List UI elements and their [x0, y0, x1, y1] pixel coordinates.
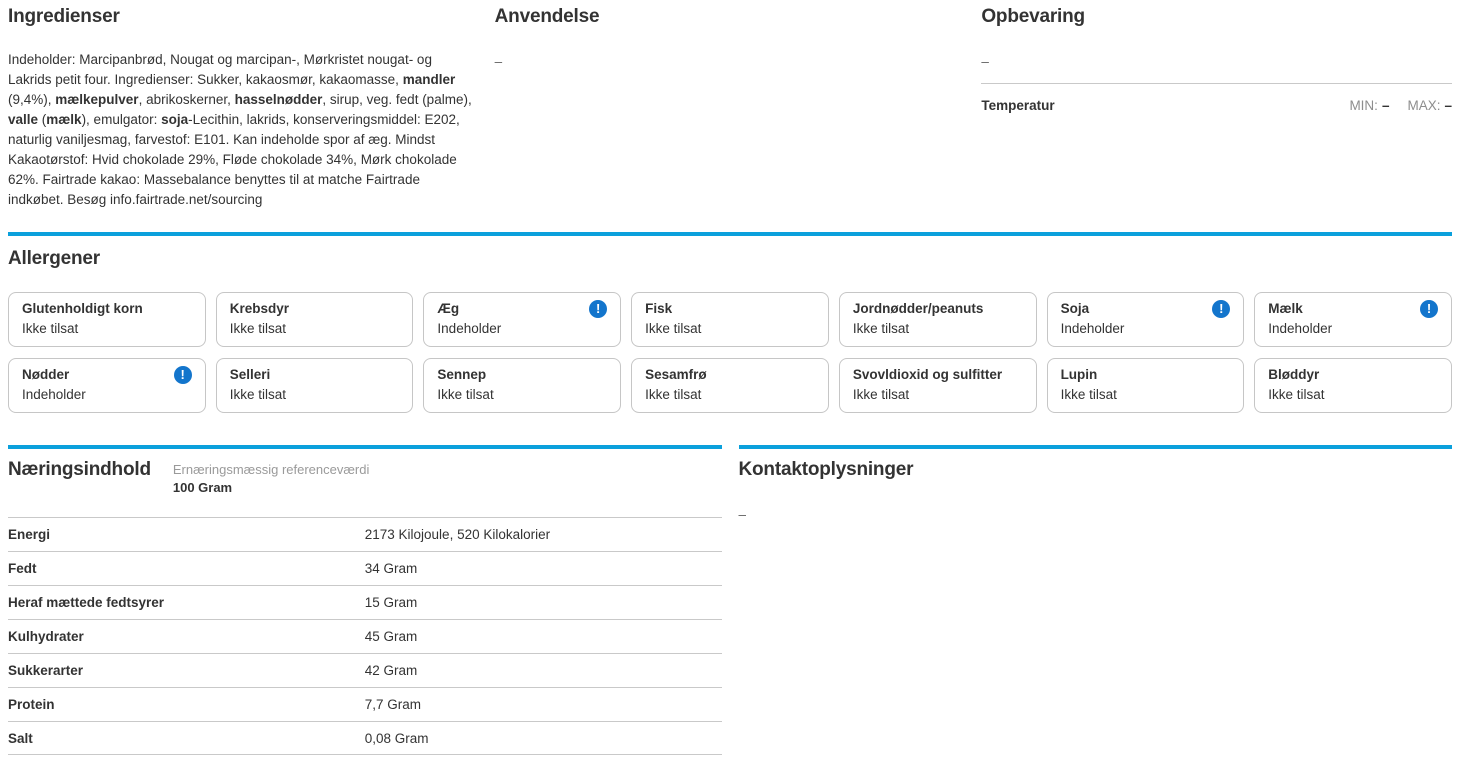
- nutrient-label: Kulhydrater: [8, 629, 84, 644]
- allergen-name: Æg: [437, 301, 460, 316]
- warning-icon: !: [1212, 300, 1230, 318]
- nutrition-reference-label: Ernæringsmæssig referenceværdi: [172, 462, 370, 477]
- allergens-title: Allergener: [8, 248, 100, 269]
- allergen-name: Mælk: [1268, 301, 1303, 316]
- nutrition-row: [8, 517, 722, 551]
- nutrition-row: [8, 653, 722, 687]
- top-section: [8, 6, 1452, 210]
- temperature-minmax: [1349, 97, 1452, 115]
- allergen-name: Krebsdyr: [229, 301, 289, 316]
- allergen-card-top: [645, 299, 815, 319]
- allergen-name: Fisk: [645, 301, 673, 316]
- allergen-name: Nødder: [22, 367, 70, 382]
- allergen-card-top: [1061, 365, 1231, 385]
- allergen-status: Indeholder: [437, 321, 502, 336]
- bottom-section: [8, 445, 1452, 755]
- allergen-card: [631, 292, 829, 347]
- nutrient-value: 34 Gram: [364, 561, 418, 576]
- allergen-card: [216, 358, 414, 413]
- contact-empty-value: –: [738, 507, 747, 522]
- allergen-card: [8, 358, 206, 413]
- contact-title: Kontaktoplysninger: [738, 459, 914, 480]
- allergen-name: Sennep: [437, 367, 487, 382]
- allergen-name: Lupin: [1060, 367, 1098, 382]
- usage-section: [495, 6, 966, 210]
- allergen-card: [839, 358, 1037, 413]
- contact-top-divider: [739, 445, 1453, 449]
- storage-title: Opbevaring: [981, 6, 1085, 27]
- allergen-status: Ikke tilsat: [1060, 387, 1117, 402]
- warning-icon: !: [589, 300, 607, 318]
- contact-section: [739, 445, 1453, 755]
- allergen-name: Jordnødder/peanuts: [852, 301, 984, 316]
- nutrition-row: [8, 721, 722, 755]
- temperature-min-label: MIN:: [1349, 98, 1378, 113]
- allergen-grid: [8, 292, 1452, 413]
- nutrient-label: Energi: [8, 527, 51, 542]
- warning-icon: !: [174, 366, 192, 384]
- nutrient-label: Fedt: [8, 561, 37, 576]
- nutrition-top-divider: [8, 445, 722, 449]
- allergen-card-top: [853, 365, 1023, 385]
- allergen-card: [1254, 292, 1452, 347]
- allergen-status: Ikke tilsat: [852, 321, 910, 336]
- nutrient-value: 2173 Kilojoule, 520 Kilokalorier: [364, 527, 551, 542]
- storage-section: [981, 6, 1452, 210]
- temperature-max: [1407, 97, 1452, 115]
- allergen-card-top: [1268, 299, 1438, 319]
- nutrition-reference: [173, 459, 370, 497]
- allergen-name: Selleri: [229, 367, 271, 382]
- allergen-status: Indeholder: [1060, 321, 1125, 336]
- allergen-card-top: [22, 299, 192, 319]
- nutrition-reference-amount: 100 Gram: [172, 480, 233, 495]
- nutrient-value: 0,08 Gram: [364, 730, 429, 746]
- allergen-card-top: [230, 299, 400, 319]
- allergen-status: Ikke tilsat: [229, 321, 286, 336]
- allergen-status: Ikke tilsat: [229, 387, 286, 402]
- allergen-card: [631, 358, 829, 413]
- ingredients-text: Indeholder: Marcipanbrød, Nougat og marcipan-, Mørkristet nougat- og Lakrids petit four. Ingredienser: Sukker, kakaosmør, kakaomasse, mandler (9,4%), mælkepulver, abrikoskerner, hasselnødder, sirup, veg. fedt (palme), valle (mælk), emulgator: soja-Lecithin, lakrids, konserveringsmiddel: E202, naturlig vaniljesmag, farvestof: E101. Kan indeholde spor af æg. Mindst Kakaotørstof: Hvid chokolade 29%, Fløde chokolade 34%, Mørk chokolade 62%. Fairtrade kakao: Massebalance benyttes til at matche Fairtrade indkøbet. Besøg info.fairtrade.net/sourcing: [8, 52, 472, 207]
- nutrient-label: Heraf mættede fedtsyrer: [8, 595, 165, 610]
- nutrition-row: [8, 585, 722, 619]
- nutrition-row: [8, 687, 722, 721]
- nutrition-header: [8, 459, 722, 497]
- nutrition-row: [8, 619, 722, 653]
- allergen-status: Ikke tilsat: [852, 387, 910, 402]
- allergen-card-top: [1268, 365, 1438, 385]
- allergen-name: Soja: [1060, 301, 1090, 316]
- nutrient-value: 42 Gram: [364, 663, 418, 678]
- allergen-card: [8, 292, 206, 347]
- allergen-card: [1047, 358, 1245, 413]
- nutrient-label: Protein: [8, 697, 55, 712]
- allergen-status: Ikke tilsat: [1268, 387, 1325, 402]
- allergen-card-top: [437, 299, 607, 319]
- allergen-name: Bløddyr: [1268, 367, 1320, 382]
- nutrient-label: Salt: [8, 730, 33, 746]
- nutrition-title: Næringsindhold: [8, 459, 151, 480]
- allergen-card: [1047, 292, 1245, 347]
- allergen-card-top: [645, 365, 815, 385]
- temperature-label: Temperatur: [981, 98, 1055, 113]
- allergen-status: Ikke tilsat: [22, 321, 79, 336]
- usage-empty-value: –: [494, 54, 503, 69]
- ingredients-section: [8, 6, 479, 210]
- allergen-status: Ikke tilsat: [645, 387, 702, 402]
- allergen-card: [216, 292, 414, 347]
- allergen-card: [423, 292, 621, 347]
- temperature-min: [1349, 97, 1389, 115]
- allergen-card-top: [1061, 299, 1231, 319]
- ingredients-title: Ingredienser: [8, 6, 120, 27]
- warning-icon: !: [1420, 300, 1438, 318]
- nutrient-value: 45 Gram: [364, 629, 418, 644]
- temperature-min-value: –: [1381, 98, 1390, 113]
- nutrition-row: [8, 551, 722, 585]
- temperature-max-label: MAX:: [1407, 98, 1441, 113]
- allergen-card: [1254, 358, 1452, 413]
- usage-title: Anvendelse: [494, 6, 600, 27]
- allergens-top-divider: [8, 232, 1452, 236]
- allergen-status: Ikke tilsat: [437, 387, 494, 402]
- temperature-row: [981, 97, 1452, 115]
- storage-empty-value: –: [981, 54, 989, 69]
- storage-divider: [981, 83, 1452, 84]
- allergen-card-top: [230, 365, 400, 385]
- allergen-status: Indeholder: [1268, 321, 1333, 336]
- temperature-max-value: –: [1444, 98, 1452, 113]
- allergen-name: Glutenholdigt korn: [22, 301, 143, 316]
- allergen-card-top: [853, 299, 1023, 319]
- nutrition-section: [8, 445, 722, 755]
- allergen-card-top: [22, 365, 192, 385]
- allergen-status: Ikke tilsat: [645, 321, 702, 336]
- allergen-name: Svovldioxid og sulfitter: [852, 367, 1003, 382]
- allergen-card: [839, 292, 1037, 347]
- nutrient-value: 7,7 Gram: [364, 697, 422, 712]
- nutrient-label: Sukkerarter: [8, 663, 84, 678]
- allergen-name: Sesamfrø: [645, 367, 707, 382]
- allergen-card: [423, 358, 621, 413]
- nutrient-value: 15 Gram: [364, 595, 418, 610]
- allergen-card-top: [437, 365, 607, 385]
- allergens-section: [8, 248, 1452, 413]
- allergen-status: Indeholder: [22, 387, 86, 402]
- nutrition-table: [8, 517, 722, 755]
